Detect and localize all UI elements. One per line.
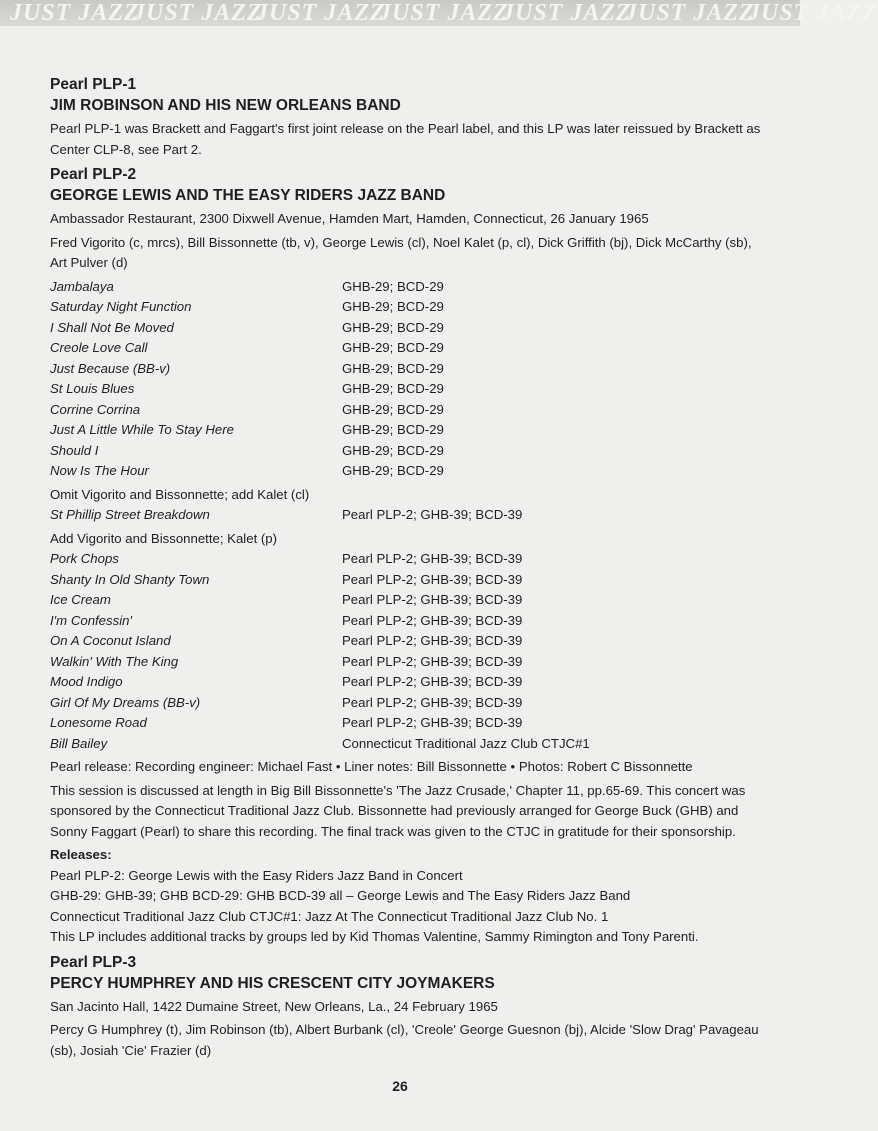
tune-release: GHB-29; BCD-29 [342, 401, 444, 417]
tune-title: Mood Indigo [50, 674, 123, 689]
tune-title: Jambalaya [50, 278, 114, 294]
band-title: PERCY HUMPHREY AND HIS CRESCENT CITY JOYMAKERS [50, 974, 495, 992]
release-line: GHB-29: GHB-39; GHB BCD-29: GHB BCD-39 all – George Lewis and The Easy Riders Jazz Band [50, 888, 631, 903]
tune-title: I Shall Not Be Moved [50, 319, 174, 335]
tune-release: GHB-29; BCD-29 [342, 319, 444, 335]
band-title: JIM ROBINSON AND HIS NEW ORLEANS BAND [50, 97, 401, 114]
page-content [50, 74, 762, 1061]
tune-row [50, 420, 762, 441]
tune-row [50, 713, 762, 734]
section-heading: Pearl PLP-1 [50, 76, 137, 93]
tune-release: GHB-29; BCD-29 [342, 381, 444, 396]
tune-row [50, 318, 762, 339]
section-note: Pearl PLP-1 was Brackett and Faggart's first joint release on the Pearl label, and this LP was later reissued by Brackett as Center CLP-8, see Part 2. [50, 121, 761, 157]
tune-title: I'm Confessin' [50, 612, 132, 628]
band-title: GEORGE LEWIS AND THE EASY RIDERS JAZZ BAND [50, 187, 446, 204]
tune-row [50, 611, 762, 632]
tune-release: Pearl PLP-2; GHB-39; BCD-39 [342, 571, 523, 587]
tune-row [50, 505, 762, 526]
tune-release: Pearl PLP-2; GHB-39; BCD-39 [342, 592, 523, 607]
tune-row [50, 359, 762, 380]
tune-row [50, 672, 762, 693]
tune-list-2 [50, 505, 762, 526]
tune-row [50, 652, 762, 673]
tune-release: Pearl PLP-2; GHB-39; BCD-39 [342, 551, 523, 566]
tune-title: On A Coconut Island [50, 633, 171, 648]
tune-release: GHB-29; BCD-29 [342, 422, 444, 437]
discussion-paragraph: This session is discussed at length in Big Bill Bissonnette's 'The Jazz Crusade,' Chapter 11, pp.65-69. This concert was sponsored by the Connecticut Traditional Jazz Club. Bissonnette had previously arranged for George Buck (GHB) and Sonny Faggart (Pearl) to share this recording. The final track was given to the CTJC in gratitude for their sponsorship. [50, 782, 746, 839]
tune-row [50, 693, 762, 714]
tune-row [50, 570, 762, 591]
tune-row [50, 297, 762, 318]
tune-title: Corrine Corrina [50, 401, 141, 417]
release-line: Connecticut Traditional Jazz Club CTJC#1: Jazz At The Connecticut Traditional Jazz Club No. 1 [50, 908, 609, 924]
personnel-line: Fred Vigorito (c, mrcs), Bill Bissonnette (tb, v), George Lewis (cl), Noel Kalet (p, cl), Dick Griffith (bj), Dick McCarthy (sb), Art Pulver (d) [50, 234, 752, 270]
tune-release: GHB-29; BCD-29 [342, 299, 444, 314]
tune-release: Pearl PLP-2; GHB-39; BCD-39 [342, 612, 523, 628]
tune-release: Pearl PLP-2; GHB-39; BCD-39 [342, 633, 523, 648]
tune-release: GHB-29; BCD-29 [342, 278, 444, 294]
tune-release: GHB-29; BCD-29 [342, 463, 444, 478]
tune-title: Just Because (BB-v) [50, 360, 171, 376]
lineup-note: Omit Vigorito and Bissonnette; add Kalet (cl) [50, 486, 310, 502]
tune-release: GHB-29; BCD-29 [342, 442, 444, 458]
section-plp2 [50, 164, 762, 948]
page-number: 26 [392, 1078, 408, 1094]
banner-text: JUST JAZZ [748, 0, 878, 26]
tune-release: GHB-29; BCD-29 [342, 360, 444, 376]
tune-row [50, 441, 762, 462]
tune-list-3 [50, 549, 762, 754]
tune-row [50, 379, 762, 400]
section-plp3 [50, 952, 762, 1062]
tune-row [50, 338, 762, 359]
tune-title: Bill Bailey [50, 735, 108, 751]
tune-release: Pearl PLP-2; GHB-39; BCD-39 [342, 715, 523, 730]
banner-text: JUST JAZZ [256, 0, 386, 26]
tune-list-1 [50, 277, 762, 482]
tune-release: Pearl PLP-2; GHB-39; BCD-39 [342, 507, 523, 522]
releases-label: Releases: [50, 847, 112, 862]
tune-release: Connecticut Traditional Jazz Club CTJC#1 [342, 735, 590, 751]
tune-title: St Louis Blues [50, 381, 135, 396]
release-line: Pearl PLP-2: George Lewis with the Easy Riders Jazz Band in Concert [50, 867, 463, 883]
tune-title: Ice Cream [50, 592, 111, 607]
tune-row [50, 277, 762, 298]
tune-release: Pearl PLP-2; GHB-39; BCD-39 [342, 674, 523, 689]
tune-row [50, 400, 762, 421]
personnel-line: Percy G Humphrey (t), Jim Robinson (tb), Albert Burbank (cl), 'Creole' George Guesnon (bj), Alcide 'Slow Drag' Pavageau (sb), Josiah 'Cie' Frazier (d) [50, 1022, 759, 1058]
tune-release: Pearl PLP-2; GHB-39; BCD-39 [342, 694, 523, 710]
section-heading: Pearl PLP-3 [50, 953, 137, 971]
banner-text: JUST JAZZ [379, 0, 509, 26]
tune-row [50, 734, 762, 755]
banner-text: JUST JAZZ [625, 0, 755, 26]
tune-title: Girl Of My Dreams (BB-v) [50, 694, 201, 710]
banner-text: JUST JAZZ [133, 0, 263, 26]
tune-title: Saturday Night Function [50, 299, 192, 314]
tune-row [50, 549, 762, 570]
tune-title: St Phillip Street Breakdown [50, 507, 210, 522]
tune-title: Shanty In Old Shanty Town [50, 571, 210, 587]
lineup-note: Add Vigorito and Bissonnette; Kalet (p) [50, 530, 278, 546]
banner-text: JUST JAZZ [10, 0, 140, 26]
tune-title: Just A Little While To Stay Here [50, 422, 234, 437]
page-banner [0, 0, 878, 26]
tune-row [50, 590, 762, 611]
section-heading: Pearl PLP-2 [50, 166, 137, 183]
section-plp1 [50, 74, 762, 160]
tune-title: Now Is The Hour [50, 463, 149, 478]
tune-title: Lonesome Road [50, 715, 147, 730]
tune-release: Pearl PLP-2; GHB-39; BCD-39 [342, 653, 523, 669]
tune-title: Should I [50, 442, 99, 458]
tune-row [50, 631, 762, 652]
tune-title: Walkin' With The King [50, 653, 179, 669]
tune-release: GHB-29; BCD-29 [342, 340, 444, 355]
credits-line: Pearl release: Recording engineer: Michael Fast • Liner notes: Bill Bissonnette • Photos: Robert C Bissonnette [50, 759, 693, 774]
banner-text: JUST JAZZ [502, 0, 632, 26]
tune-title: Creole Love Call [50, 340, 148, 355]
release-line: This LP includes additional tracks by groups led by Kid Thomas Valentine, Sammy Rimington and Tony Parenti. [50, 929, 699, 944]
tune-title: Pork Chops [50, 551, 119, 566]
venue-line: Ambassador Restaurant, 2300 Dixwell Avenue, Hamden Mart, Hamden, Connecticut, 26 January 1965 [50, 211, 649, 226]
tune-row [50, 461, 762, 482]
venue-line: San Jacinto Hall, 1422 Dumaine Street, New Orleans, La., 24 February 1965 [50, 998, 498, 1014]
